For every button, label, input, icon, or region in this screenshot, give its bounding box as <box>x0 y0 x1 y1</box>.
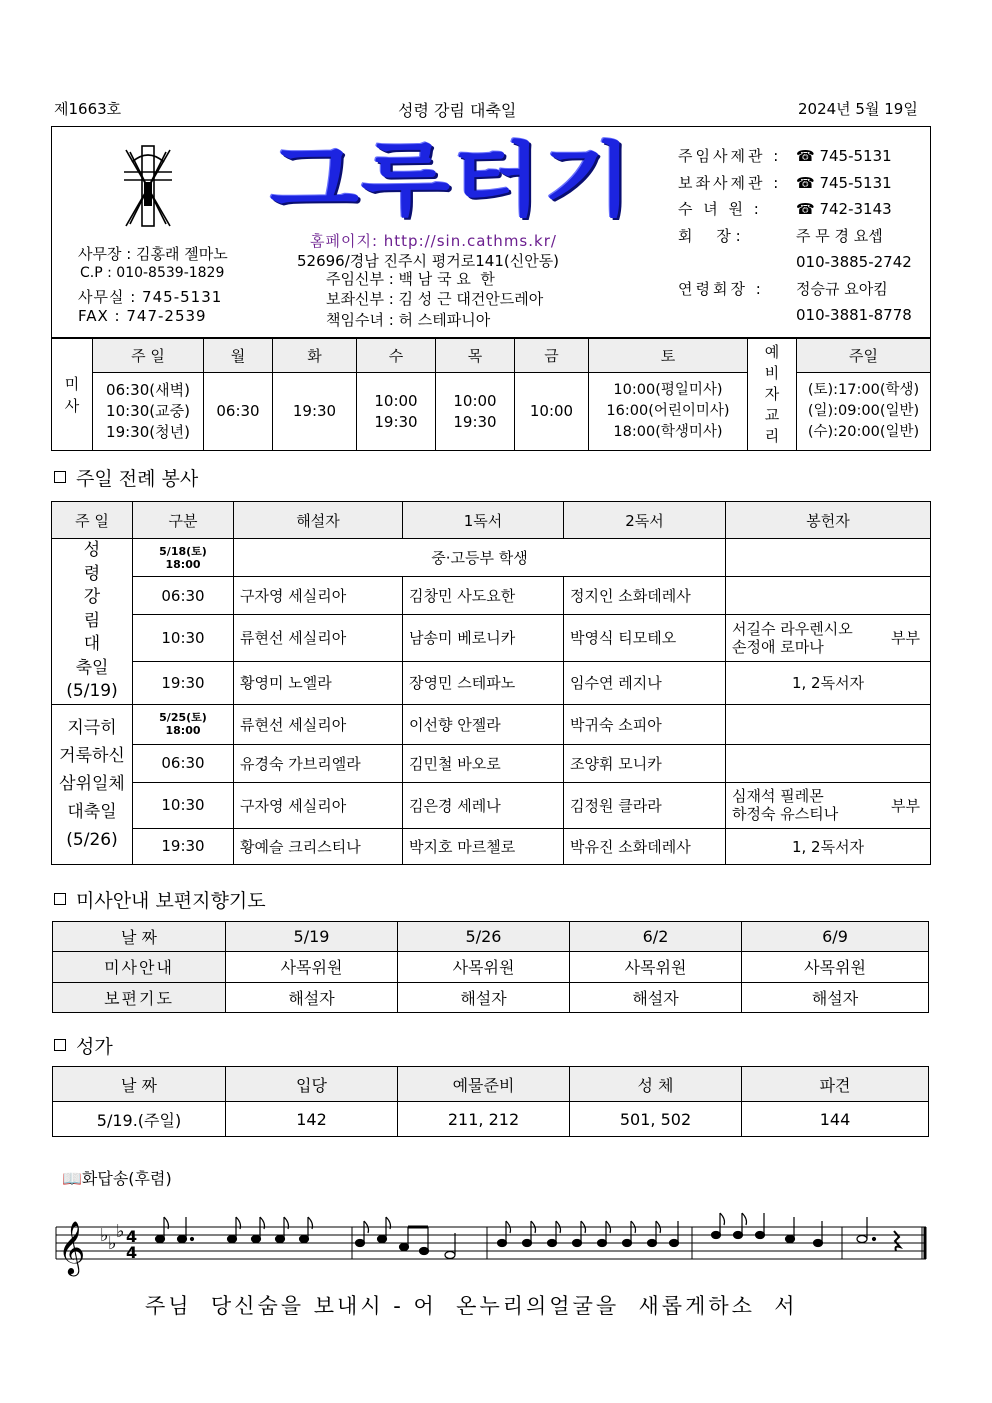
couple-tag: 부부 <box>891 796 920 815</box>
offer-cell: 1, 2독서자 <box>726 828 931 864</box>
reader-1: 박지호 마르첼로 <box>403 828 564 864</box>
reader-2: 박영식 티모테오 <box>564 614 726 661</box>
time-sig-bottom: 4 <box>126 1243 138 1262</box>
contact-label: 연령회장 : <box>678 279 764 298</box>
cell: 사목위원 <box>226 952 398 982</box>
contact-row <box>678 196 923 223</box>
day-header: 주 일 <box>93 339 204 373</box>
contact-label: 수 녀 원 : <box>678 200 762 218</box>
contact-value: ☎ 745-5131 <box>796 173 892 192</box>
liturgy-section-title: 주일 전례 봉사 <box>54 464 198 491</box>
cell: 144 <box>742 1102 929 1137</box>
col-header: 성 체 <box>570 1067 742 1102</box>
reader-2: 조양휘 모니카 <box>564 744 726 782</box>
commentator: 유경숙 가브리엘라 <box>234 744 403 782</box>
time-cell: 10:30 <box>133 614 234 661</box>
reader-2: 김정원 클라라 <box>564 782 726 828</box>
prep-label: 예비자교리 <box>748 339 797 451</box>
offer-cell <box>726 704 931 744</box>
bulletin-title: 그루터기 <box>270 134 635 227</box>
feast-name: 성 령 강 림 대 축일 (5/19) <box>52 539 133 705</box>
day-header: 월 <box>204 339 273 373</box>
col-header: 6/9 <box>742 922 929 952</box>
svg-text:♭: ♭ <box>116 1221 125 1242</box>
prep-times: (토):17:00(학생) (일):09:00(일반) (수):20:00(일반) <box>797 373 931 451</box>
time-cell: 5/25(토) 18:00 <box>133 704 234 744</box>
day-header: 목 <box>436 339 515 373</box>
psalm-lyrics: 주님 당신숨을 보내시 - 어 온누리의얼굴을 새롭게하소 서 <box>145 1294 798 1318</box>
col-header: 5/19 <box>226 922 398 952</box>
reader-2: 박유진 소화데레사 <box>564 828 726 864</box>
monday-time: 06:30 <box>204 373 273 451</box>
commentator: 구자영 세실리아 <box>234 577 403 614</box>
commentator: 황영미 노엘라 <box>234 662 403 704</box>
cell: 211, 212 <box>398 1102 570 1137</box>
col-header: 파견 <box>742 1067 929 1102</box>
cell: 사목위원 <box>742 952 929 982</box>
wednesday-times: 10:00 19:30 <box>357 373 436 451</box>
sister-in-charge: 책임수녀 : 허 스테파니아 <box>326 311 491 329</box>
time-cell: 06:30 <box>133 577 234 614</box>
prep-header: 주일 <box>797 339 931 373</box>
pastor: 주임신부 : 백 남 국 요 한 <box>326 270 495 288</box>
contact-value: 010-3885-2742 <box>796 253 912 271</box>
contact-row <box>678 143 923 170</box>
contact-value: 정승규 요아킴 <box>796 279 888 298</box>
table-row <box>53 952 929 982</box>
mass-header-row <box>52 339 931 373</box>
col-header: 날 짜 <box>53 922 226 952</box>
col-header: 봉헌자 <box>726 502 931 539</box>
table-row <box>52 704 931 744</box>
intentions-table <box>52 921 929 1013</box>
reader-2: 임수연 레지나 <box>564 662 726 704</box>
col-header: 구분 <box>133 502 234 539</box>
sunday-times: 06:30(새벽) 10:30(교중) 19:30(청년) <box>93 373 204 451</box>
cell: 501, 502 <box>570 1102 742 1137</box>
day-header: 화 <box>273 339 357 373</box>
contact-label: 주임사제관 : <box>678 147 782 165</box>
liturgy-table <box>51 501 931 865</box>
row-label: 보편기도 <box>53 982 226 1012</box>
time-cell: 5/18(토) 18:00 <box>133 539 234 577</box>
svg-text:♭: ♭ <box>108 1233 117 1254</box>
cell: 해설자 <box>398 982 570 1012</box>
col-header: 날 짜 <box>53 1067 226 1102</box>
contact-row <box>678 249 923 276</box>
office-phone: 사무실 : 745-5131 <box>78 288 223 306</box>
table-row <box>52 782 931 828</box>
reader-2: 박귀숙 소피아 <box>564 704 726 744</box>
office-cp: C.P : 010-8539-1829 <box>80 265 225 281</box>
couple-tag: 부부 <box>891 628 920 647</box>
row-label: 미사안내 <box>53 952 226 982</box>
contact-value: ☎ 745-5131 <box>796 147 892 165</box>
commentator: 황예슬 크리스티나 <box>234 828 403 864</box>
offer-cell: 서길수 라우렌시오 손정애 로마나 부부 <box>726 614 931 661</box>
feast-name: 지극히 거룩하신 삼위일체 대축일 (5/26) <box>52 704 133 864</box>
table-row <box>53 982 929 1012</box>
reader-2: 정지인 소화데레사 <box>564 577 726 614</box>
contact-row <box>678 276 923 303</box>
time-sig-top: 4 <box>126 1227 138 1246</box>
friday-time: 10:00 <box>515 373 589 451</box>
time-cell: 10:30 <box>133 782 234 828</box>
merged-cell: 중·고등부 학생 <box>234 539 726 577</box>
liturgy-header-row <box>52 502 931 539</box>
feast-title: 성령 강림 대축일 <box>398 101 517 120</box>
parish-address: 52696/경남 진주시 평거로141(신안동) <box>297 252 560 270</box>
time-cell: 06:30 <box>133 744 234 782</box>
table-row <box>52 744 931 782</box>
cell: 사목위원 <box>570 952 742 982</box>
intentions-header-row <box>53 922 929 952</box>
contact-value: 010-3881-8778 <box>796 306 912 324</box>
parish-logo-icon <box>118 142 178 234</box>
contact-row <box>678 170 923 197</box>
homepage-link[interactable]: 홈페이지: http://sin.cathms.kr/ <box>310 232 557 250</box>
saturday-times: 10:00(평일미사) 16:00(어린이미사) 18:00(학생미사) <box>589 373 748 451</box>
reader-1: 장영민 스테파노 <box>403 662 564 704</box>
day-header: 토 <box>589 339 748 373</box>
table-row <box>52 828 931 864</box>
reader-1: 남송미 베로니카 <box>403 614 564 661</box>
offer-cell <box>726 577 931 614</box>
commentator: 류현선 세실리아 <box>234 614 403 661</box>
col-header: 예물준비 <box>398 1067 570 1102</box>
mass-label: 미사 <box>52 339 93 451</box>
tuesday-time: 19:30 <box>273 373 357 451</box>
mass-schedule-table <box>51 338 931 451</box>
day-header: 금 <box>515 339 589 373</box>
commentator: 구자영 세실리아 <box>234 782 403 828</box>
contact-row <box>678 302 923 329</box>
hymns-header-row <box>53 1067 929 1102</box>
cell: 해설자 <box>570 982 742 1012</box>
contact-value: ☎ 742-3143 <box>796 200 892 218</box>
offer-cell: 심재석 필레몬 하정숙 유스티나 부부 <box>726 782 931 828</box>
contact-row <box>678 223 923 250</box>
col-header: 5/26 <box>398 922 570 952</box>
time-cell: 19:30 <box>133 662 234 704</box>
cell: 5/19.(주일) <box>53 1102 226 1137</box>
psalm-score <box>52 1205 932 1285</box>
contact-value: 주 무 경 요셉 <box>796 226 883 245</box>
mass-times-row <box>52 373 931 451</box>
reader-1: 김은경 세레나 <box>403 782 564 828</box>
office-manager: 사무장 : 김홍래 젤마노 <box>78 245 228 263</box>
office-fax: FAX : 747-2539 <box>78 307 207 325</box>
cell: 해설자 <box>742 982 929 1012</box>
offer-cell <box>726 744 931 782</box>
reader-1: 김민철 바오로 <box>403 744 564 782</box>
reader-1: 김창민 사도요한 <box>403 577 564 614</box>
day-header: 수 <box>357 339 436 373</box>
commentator: 류현선 세실리아 <box>234 704 403 744</box>
offer-cell: 1, 2독서자 <box>726 662 931 704</box>
col-header: 입당 <box>226 1067 398 1102</box>
svg-text:𝄞: 𝄞 <box>58 1220 86 1274</box>
book-icon: 📖 <box>62 1169 82 1188</box>
col-header: 주 일 <box>52 502 133 539</box>
intentions-section-title: 미사안내 보편지향기도 <box>54 886 266 913</box>
assistant-pastor: 보좌신부 : 김 성 근 대건안드레아 <box>326 290 544 308</box>
contact-label: 회 장 : <box>678 226 741 245</box>
col-header: 2독서 <box>564 502 726 539</box>
table-row <box>52 614 931 661</box>
table-row <box>53 1102 929 1137</box>
col-header: 6/2 <box>570 922 742 952</box>
time-cell: 19:30 <box>133 828 234 864</box>
contact-label: 보좌사제관 : <box>678 173 782 192</box>
table-row <box>52 662 931 704</box>
svg-text:♭: ♭ <box>100 1225 109 1246</box>
table-row <box>52 577 931 614</box>
issue-date: 2024년 5월 19일 <box>798 100 918 118</box>
cell: 해설자 <box>226 982 398 1012</box>
hymns-table <box>52 1066 929 1137</box>
psalm-title: 📖화답송(후렴) <box>62 1169 172 1188</box>
col-header: 해설자 <box>234 502 403 539</box>
offer-cell <box>726 539 931 577</box>
col-header: 1독서 <box>403 502 564 539</box>
cell: 사목위원 <box>398 952 570 982</box>
cell: 142 <box>226 1102 398 1137</box>
issue-number: 제1663호 <box>54 100 122 118</box>
contacts-list <box>678 143 923 329</box>
thursday-times: 10:00 19:30 <box>436 373 515 451</box>
table-row <box>52 539 931 577</box>
reader-1: 이선향 안젤라 <box>403 704 564 744</box>
hymns-section-title: 성가 <box>54 1032 113 1059</box>
